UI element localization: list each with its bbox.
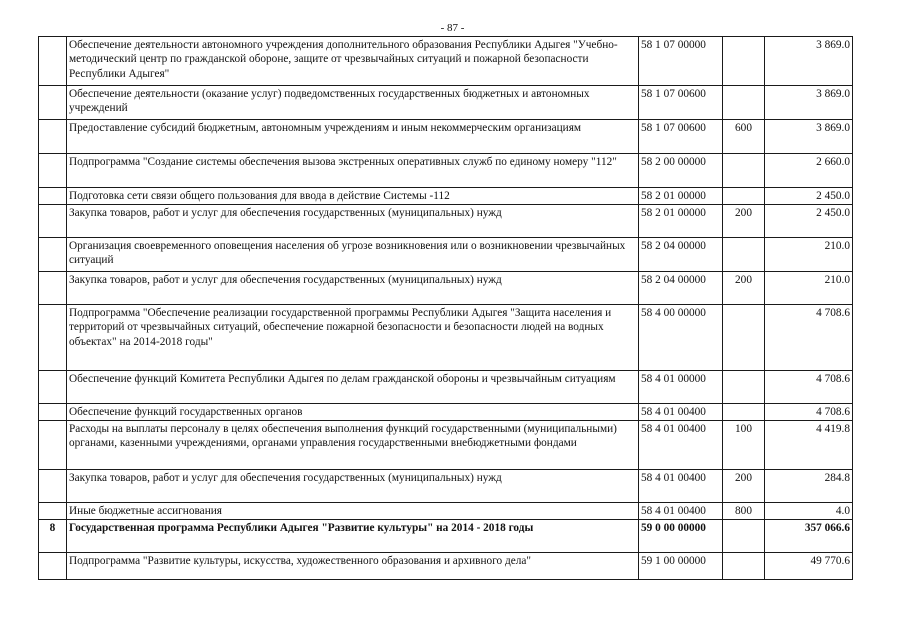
amount: 3 869.0 — [765, 37, 853, 86]
target-code: 58 1 07 00000 — [639, 37, 723, 86]
amount: 210.0 — [765, 238, 853, 272]
expense-name: Предоставление субсидий бюджетным, автономным учреждениям и иным некоммерческим организациям — [67, 120, 639, 154]
row-number — [39, 421, 67, 470]
row-number — [39, 272, 67, 305]
row-number — [39, 238, 67, 272]
target-code: 58 1 07 00600 — [639, 86, 723, 120]
table-row — [39, 37, 853, 86]
expense-name: Обеспечение деятельности (оказание услуг) подведомственных государственных бюджетных и автономных учреждений — [67, 86, 639, 120]
table-row — [39, 371, 853, 404]
table-row — [39, 205, 853, 238]
expense-type-code — [723, 154, 765, 188]
expense-type-code — [723, 404, 765, 421]
expense-name: Государственная программа Республики Адыгея "Развитие культуры" на 2014 - 2018 годы — [67, 520, 639, 553]
amount: 2 450.0 — [765, 205, 853, 238]
expense-type-code: 200 — [723, 205, 765, 238]
target-code: 58 4 01 00400 — [639, 503, 723, 520]
amount: 4.0 — [765, 503, 853, 520]
expense-type-code: 200 — [723, 470, 765, 503]
expense-type-code: 200 — [723, 272, 765, 305]
expense-name: Организация своевременного оповещения населения об угрозе возникновения или о возникновении чрезвычайных ситуаций — [67, 238, 639, 272]
amount: 357 066.6 — [765, 520, 853, 553]
row-number — [39, 154, 67, 188]
expense-type-code: 100 — [723, 421, 765, 470]
expense-type-code: 800 — [723, 503, 765, 520]
amount: 4 708.6 — [765, 404, 853, 421]
page-number: - 87 - — [440, 22, 465, 34]
amount: 4 708.6 — [765, 371, 853, 404]
target-code: 58 2 04 00000 — [639, 272, 723, 305]
row-number — [39, 120, 67, 154]
target-code: 58 4 01 00400 — [639, 470, 723, 503]
target-code: 58 4 01 00000 — [639, 371, 723, 404]
table-row — [39, 86, 853, 120]
expense-name: Закупка товаров, работ и услуг для обеспечения государственных (муниципальных) нужд — [67, 205, 639, 238]
expense-type-code — [723, 305, 765, 371]
target-code: 58 4 01 00400 — [639, 404, 723, 421]
expense-name: Обеспечение функций Комитета Республики Адыгея по делам гражданской обороны и чрезвычайным ситуациям — [67, 371, 639, 404]
table-row — [39, 188, 853, 205]
table-row — [39, 553, 853, 580]
row-number — [39, 470, 67, 503]
table-row — [39, 120, 853, 154]
row-number — [39, 86, 67, 120]
row-number — [39, 305, 67, 371]
amount: 210.0 — [765, 272, 853, 305]
table-row — [39, 154, 853, 188]
budget-table-body — [39, 37, 853, 580]
row-number — [39, 188, 67, 205]
expense-type-code — [723, 86, 765, 120]
row-number — [39, 37, 67, 86]
target-code: 58 4 00 00000 — [639, 305, 723, 371]
table-row — [39, 272, 853, 305]
amount: 2 450.0 — [765, 188, 853, 205]
table-row — [39, 503, 853, 520]
expense-type-code — [723, 238, 765, 272]
amount: 49 770.6 — [765, 553, 853, 580]
amount: 2 660.0 — [765, 154, 853, 188]
expense-name: Подпрограмма "Развитие культуры, искусства, художественного образования и архивного дела" — [67, 553, 639, 580]
table-row — [39, 305, 853, 371]
expense-name: Обеспечение деятельности автономного учреждения дополнительного образования Республики Адыгея "Учебно-методический центр по гражданской обороне, защите от чрезвычайных ситуаций и пожарной безопасности Республики Адыгея" — [67, 37, 639, 86]
amount: 3 869.0 — [765, 120, 853, 154]
amount: 4 419.8 — [765, 421, 853, 470]
target-code: 58 2 04 00000 — [639, 238, 723, 272]
amount: 284.8 — [765, 470, 853, 503]
target-code: 58 2 01 00000 — [639, 188, 723, 205]
target-code: 58 2 01 00000 — [639, 205, 723, 238]
expense-name: Закупка товаров, работ и услуг для обеспечения государственных (муниципальных) нужд — [67, 470, 639, 503]
row-number: 8 — [39, 520, 67, 553]
amount: 3 869.0 — [765, 86, 853, 120]
table-row-program — [39, 520, 853, 553]
row-number — [39, 404, 67, 421]
expense-type-code — [723, 188, 765, 205]
table-row — [39, 470, 853, 503]
budget-table — [38, 36, 853, 580]
row-number — [39, 205, 67, 238]
expense-name: Подпрограмма "Обеспечение реализации государственной программы Республики Адыгея "Защита населения и территорий от чрезвычайных ситуаций, обеспечение пожарной безопасности и безопасности людей на водных объектах" на 2014-2018 годы" — [67, 305, 639, 371]
expense-type-code — [723, 37, 765, 86]
expense-name: Закупка товаров, работ и услуг для обеспечения государственных (муниципальных) нужд — [67, 272, 639, 305]
target-code: 59 0 00 00000 — [639, 520, 723, 553]
row-number — [39, 553, 67, 580]
target-code: 58 1 07 00600 — [639, 120, 723, 154]
expense-name: Обеспечение функций государственных органов — [67, 404, 639, 421]
row-number — [39, 371, 67, 404]
target-code: 58 4 01 00400 — [639, 421, 723, 470]
table-row — [39, 404, 853, 421]
amount: 4 708.6 — [765, 305, 853, 371]
expense-name: Подпрограмма "Создание системы обеспечения вызова экстренных оперативных служб по единому номеру "112" — [67, 154, 639, 188]
expense-type-code — [723, 553, 765, 580]
expense-type-code — [723, 371, 765, 404]
expense-name: Иные бюджетные ассигнования — [67, 503, 639, 520]
expense-name: Подготовка сети связи общего пользования для ввода в действие Системы -112 — [67, 188, 639, 205]
target-code: 59 1 00 00000 — [639, 553, 723, 580]
expense-name: Расходы на выплаты персоналу в целях обеспечения выполнения функций государственными (муниципальными) органами, казенными учреждениями, органами управления государственными внебюджетными фондами — [67, 421, 639, 470]
table-row — [39, 238, 853, 272]
table-row — [39, 421, 853, 470]
expense-type-code — [723, 520, 765, 553]
target-code: 58 2 00 00000 — [639, 154, 723, 188]
row-number — [39, 503, 67, 520]
expense-type-code: 600 — [723, 120, 765, 154]
